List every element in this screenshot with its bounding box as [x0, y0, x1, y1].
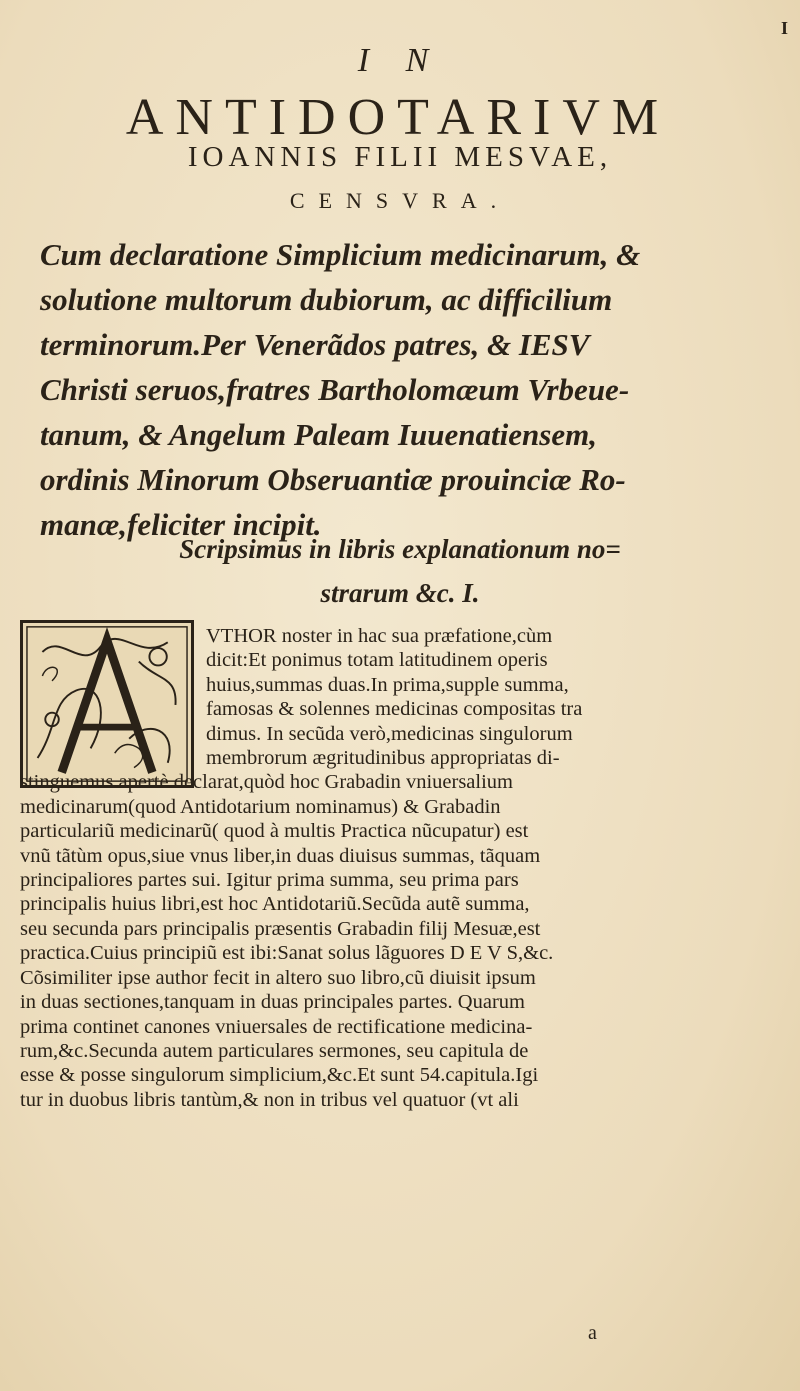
title-censura: CENSVRA.: [289, 188, 511, 213]
body-line: principalis huius libri,est hoc Antidotariũ.Secũda autẽ summa,: [20, 893, 530, 916]
subtitle-line: terminorum.Per Venerãdos patres, & IESV: [40, 327, 590, 362]
title-main: ANTIDOTARIVM: [125, 89, 671, 146]
body-line: stinguemus.apertè declarat,quòd hoc Grabadin vniuersalium: [20, 771, 513, 794]
subtitle-line: manæ,feliciter incipit.: [40, 507, 322, 542]
body-line: principaliores partes sui. Igitur prima summa, seu prima pars: [20, 869, 519, 892]
title-in: I N: [357, 42, 443, 79]
subtitle-line: solutione multorum dubiorum, ac difficilium: [40, 282, 613, 317]
heading-line: Scripsimus in libris explanationum no=: [179, 534, 621, 564]
body-line: dimus. In secũda verò,medicinas singulorum: [206, 722, 573, 745]
body-line: esse & posse singulorum simplicium,&c.Et sunt 54.capitula.Igi: [20, 1064, 539, 1087]
body-line: membrorum ægritudinibus appropriatas di-: [206, 747, 560, 770]
body-line: seu secunda pars principalis præsentis Grabadin filij Mesuæ,est: [20, 917, 541, 940]
body-line: famosas & solennes medicinas compositas tra: [206, 698, 583, 721]
subtitle-line: Cum declaratione Simplicium medicinarum, &: [40, 237, 641, 272]
heading-line: strarum &c. I.: [320, 578, 480, 608]
body-line: rum,&c.Secunda autem particulares sermones, seu capitula de: [20, 1039, 529, 1062]
body-line: vnũ tãtùm opus,siue vnus liber,in duas diuisus summas, tãquam: [20, 844, 541, 867]
signature-mark: a: [588, 1322, 597, 1344]
title-author: IOANNIS FILII MESVAE,: [187, 141, 613, 173]
body-line: practica.Cuius principiũ est ibi:Sanat solus lãguores D E V S,&c.: [20, 942, 554, 965]
body-line: tur in duobus libris tantùm,& non in tribus vel quatuor (vt ali: [20, 1088, 519, 1111]
body-line: Cõsimiliter ipse author fecit in altero suo libro,cũ diuisit ipsum: [20, 966, 536, 989]
body-line: prima continet canones vniuersales de rectificatione medicina-: [20, 1015, 533, 1038]
subtitle-line: ordinis Minorum Obseruantiæ prouinciæ Ro-: [40, 462, 626, 497]
folio-number: I: [780, 18, 788, 38]
body-line: medicinarum(quod Antidotarium nominamus) & Grabadin: [20, 795, 501, 818]
subtitle-line: Christi seruos,fratres Bartholomæum Vrbeue-: [40, 372, 630, 407]
section-heading: [0, 527, 800, 615]
subtitle-line: tanum, & Angelum Paleam Iuuenatiensem,: [40, 417, 597, 452]
body-text: [20, 624, 780, 1112]
body-line: VTHOR noster in hac sua præfatione,cùm: [206, 625, 553, 647]
body-line: in duas sectiones,tanquam in duas principales partes. Quarum: [20, 991, 525, 1014]
body-line: huius,summas duas.In prima,supple summa,: [206, 673, 569, 696]
italic-subtitle-block: [40, 232, 760, 547]
body-line: dicit:Et ponimus totam latitudinem operis: [206, 649, 548, 672]
body-line: particulariũ medicinarũ( quod à multis Practica nũcupatur) est: [20, 820, 529, 843]
